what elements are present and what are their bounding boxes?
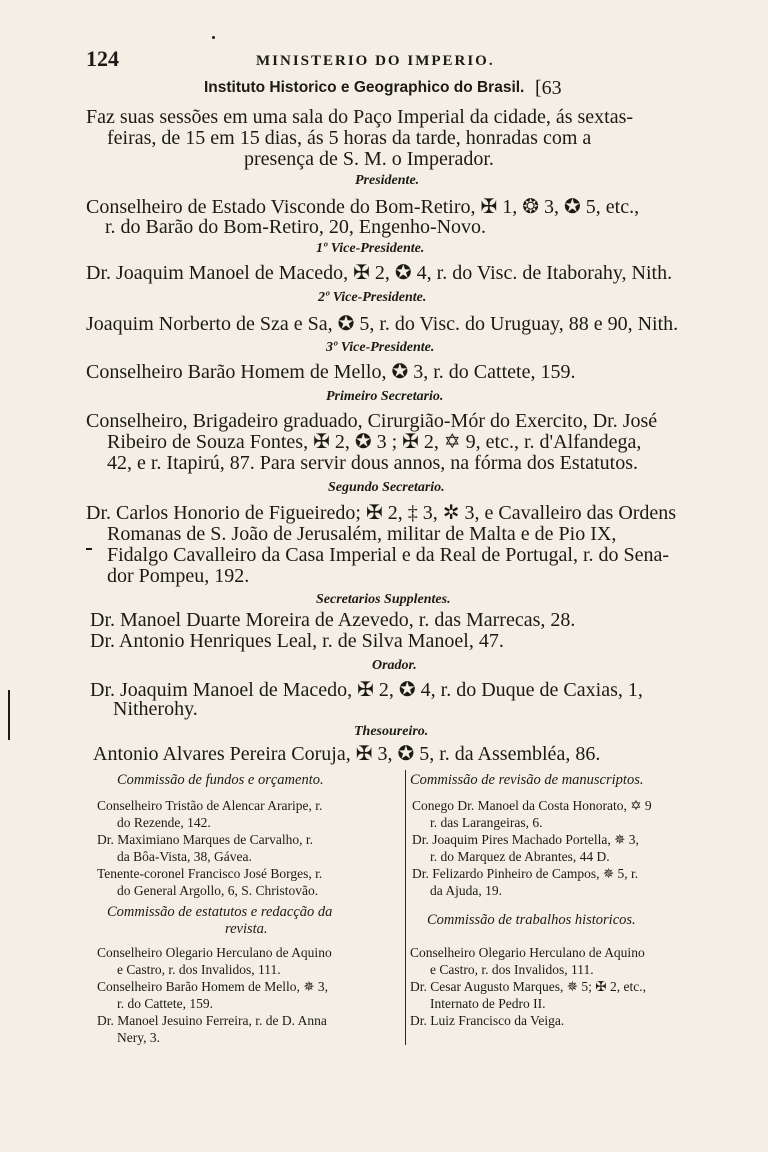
column-divider [405, 770, 406, 1045]
entry-line: Romanas de S. João de Jerusalém, militar de Malta e de Pio IX, [107, 523, 617, 545]
commission-line: do General Argollo, 6, S. Christovão. [117, 883, 319, 898]
entry-line: Fidalgo Cavalleiro da Casa Imperial e da Real de Portugal, r. do Sena- [107, 544, 670, 566]
commission-heading: Commissão de fundos e orçamento. [117, 772, 324, 788]
commission-line: Dr. Manoel Jesuino Ferreira, r. de D. Anna [97, 1013, 327, 1028]
entry-line: Ribeiro de Souza Fontes, ✠ 2, ✪ 3 ; ✠ 2, ✡ 9, etc., r. d'Alfandega, [107, 431, 642, 453]
section-heading: Orador. [372, 658, 417, 673]
commission-line: Dr. Maximiano Marques de Carvalho, r. [97, 832, 313, 847]
scan-speck [86, 548, 92, 550]
commission-line: r. do Cattete, 159. [117, 996, 213, 1011]
commission-line: e Castro, r. dos Invalidos, 111. [430, 962, 594, 977]
entry-line: Conselheiro de Estado Visconde do Bom-Retiro, ✠ 1, ❂ 3, ✪ 5, etc., [86, 196, 640, 218]
commission-line: Conselheiro Olegario Herculano de Aquino [97, 945, 332, 960]
commission-line: Dr. Felizardo Pinheiro de Campos, ✵ 5, r. [412, 866, 639, 881]
entry-line: Antonio Alvares Pereira Coruja, ✠ 3, ✪ 5, r. da Assembléa, 86. [93, 743, 601, 765]
commission-line: r. do Marquez de Abrantes, 44 D. [430, 849, 610, 864]
entry-line: 42, e r. Itapirú, 87. Para servir dous annos, na fórma dos Estatutos. [107, 452, 639, 474]
entry-line: Joaquim Norberto de Sza e Sa, ✪ 5, r. do Visc. do Uruguay, 88 e 90, Nith. [86, 313, 679, 335]
section-heading: 3º Vice-Presidente. [326, 340, 435, 355]
entry-line: Dr. Joaquim Manoel de Macedo, ✠ 2, ✪ 4, r. do Visc. de Itaborahy, Nith. [86, 262, 673, 284]
commission-heading: Commissão de revisão de manuscriptos. [410, 772, 644, 788]
institution-title: Instituto Historico e Geographico do Brasil. [204, 79, 525, 96]
commission-line: Nery, 3. [117, 1030, 160, 1045]
commission-line: do Rezende, 142. [117, 815, 211, 830]
entry-line: Nitherohy. [113, 698, 198, 720]
commission-heading: revista. [225, 921, 268, 937]
bracket-note: [63 [535, 77, 562, 99]
intro-line: presença de S. M. o Imperador. [244, 148, 494, 170]
entry-line: Dr. Carlos Honorio de Figueiredo; ✠ 2, ‡ 3, ✲ 3, e Cavalleiro das Ordens [86, 502, 677, 524]
intro-line: Faz suas sessões em uma sala do Paço Imperial da cidade, ás sextas- [86, 106, 634, 128]
intro-line: feiras, de 15 em 15 dias, ás 5 horas da tarde, honradas com a [107, 127, 592, 149]
section-heading: Presidente. [355, 173, 420, 188]
scan-speck [212, 36, 215, 39]
section-heading: Secretarios Supplentes. [316, 592, 451, 607]
running-title: MINISTERIO DO IMPERIO. [256, 53, 495, 69]
commission-line: Conselheiro Olegario Herculano de Aquino [410, 945, 645, 960]
entry-line: r. do Barão do Bom-Retiro, 20, Engenho-Novo. [105, 216, 487, 238]
entry-line: Dr. Manoel Duarte Moreira de Azevedo, r. das Marrecas, 28. [90, 609, 576, 631]
commission-line: Tenente-coronel Francisco José Borges, r. [97, 866, 323, 881]
commission-line: Conego Dr. Manoel da Costa Honorato, ✡ 9 [412, 798, 652, 813]
section-heading: Segundo Secretario. [328, 480, 445, 495]
page-number: 124 [86, 46, 119, 71]
section-heading: Primeiro Secretario. [326, 389, 444, 404]
commission-line: da Ajuda, 19. [430, 883, 502, 898]
section-heading: 1º Vice-Presidente. [316, 241, 425, 256]
commission-line: Conselheiro Tristão de Alencar Araripe, r. [97, 798, 323, 813]
entry-line: Conselheiro, Brigadeiro graduado, Cirurgião-Mór do Exercito, Dr. José [86, 410, 658, 432]
commission-heading: Commissão de trabalhos historicos. [427, 912, 636, 928]
scan-mark [8, 690, 10, 740]
entry-line: dor Pompeu, 192. [107, 565, 250, 587]
commission-line: r. das Larangeiras, 6. [430, 815, 543, 830]
commission-line: Dr. Joaquim Pires Machado Portella, ✵ 3, [412, 832, 639, 847]
commission-heading: Commissão de estatutos e redacção da [107, 904, 333, 920]
commission-line: Dr. Luiz Francisco da Veiga. [410, 1013, 565, 1028]
commission-line: Conselheiro Barão Homem de Mello, ✵ 3, [97, 979, 329, 994]
entry-line: Conselheiro Barão Homem de Mello, ✪ 3, r. do Cattete, 159. [86, 361, 576, 383]
section-heading: 2º Vice-Presidente. [318, 290, 427, 305]
commission-line: Internato de Pedro II. [430, 996, 546, 1011]
section-heading: Thesoureiro. [354, 724, 429, 739]
commission-line: Dr. Cesar Augusto Marques, ✵ 5; ✠ 2, etc., [410, 979, 646, 994]
commission-line: e Castro, r. dos Invalidos, 111. [117, 962, 281, 977]
entry-line: Dr. Joaquim Manoel de Macedo, ✠ 2, ✪ 4, r. do Duque de Caxias, 1, [90, 679, 643, 701]
entry-line: Dr. Antonio Henriques Leal, r. de Silva Manoel, 47. [90, 630, 504, 652]
commission-line: da Bôa-Vista, 38, Gávea. [117, 849, 252, 864]
